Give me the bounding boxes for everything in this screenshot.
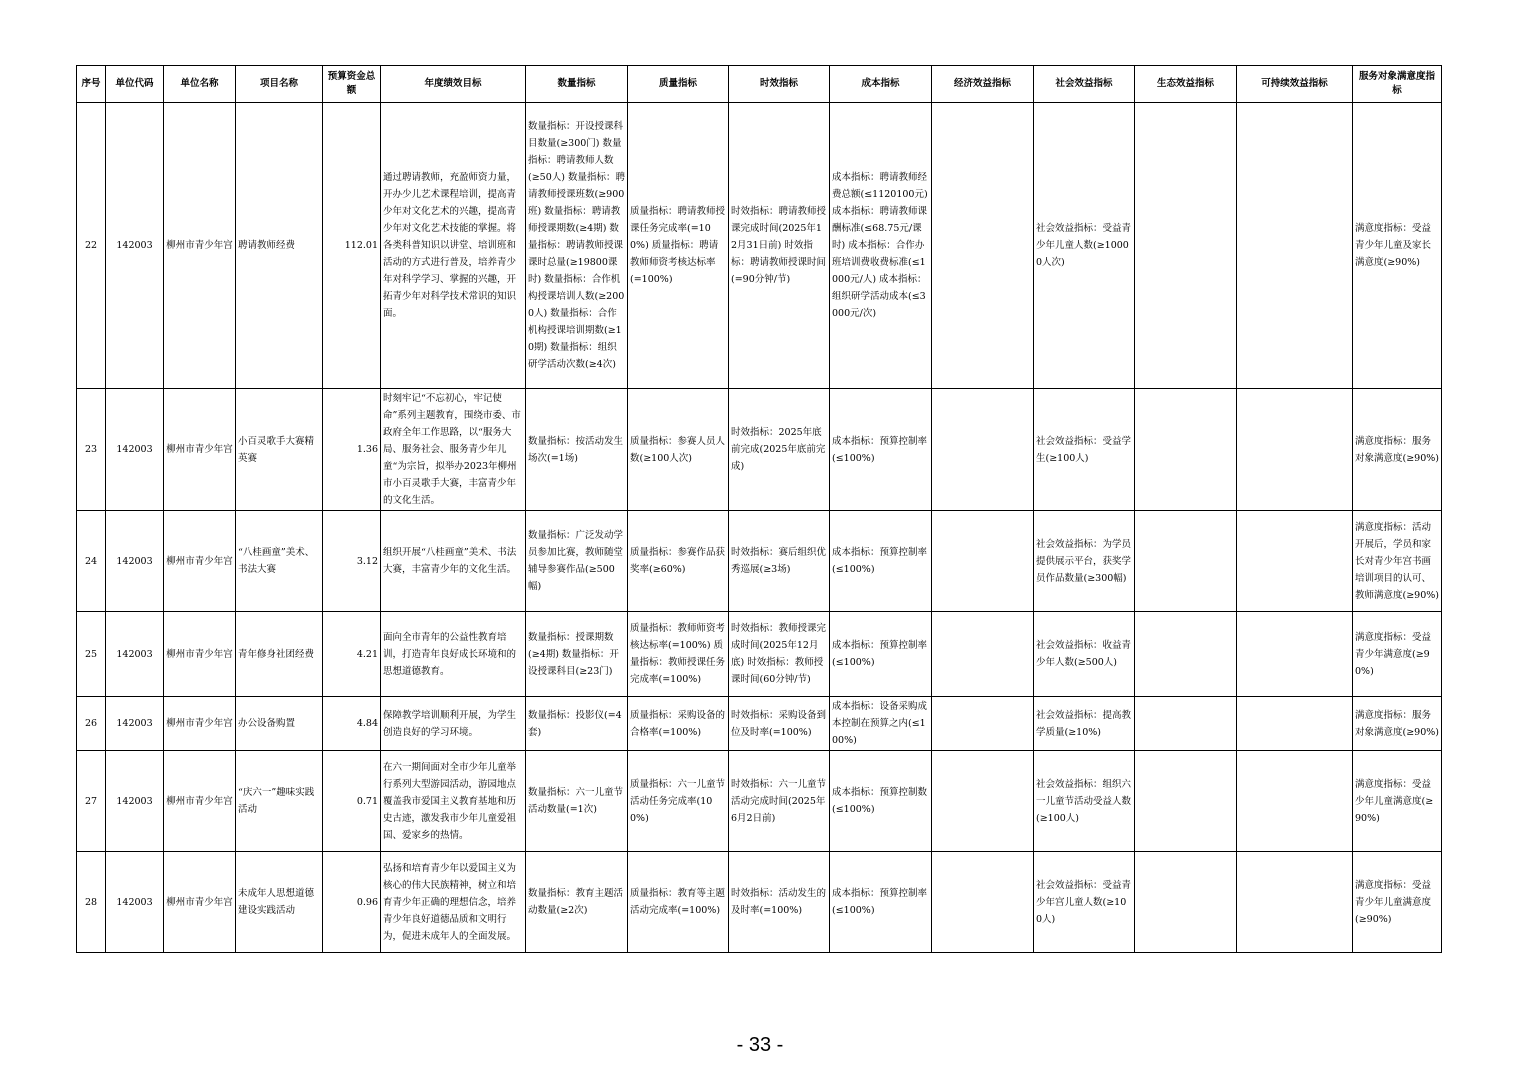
budget-amount: 0.96 xyxy=(323,852,381,953)
economic-indicator xyxy=(932,389,1034,511)
unit-code: 142003 xyxy=(106,852,164,953)
cost-indicator: 成本指标：预算控制率(≤100%) xyxy=(830,389,932,511)
social-indicator: 社会效益指标：为学员提供展示平台，获奖学员作品数量(≥300幅) xyxy=(1034,511,1135,612)
annual-goal: 保障教学培训顺利开展，为学生创造良好的学习环境。 xyxy=(381,697,526,751)
satisfaction-indicator: 满意度指标：服务对象满意度(≥90%) xyxy=(1353,389,1442,511)
satisfaction-indicator: 满意度指标：受益青少年满意度(≥90%) xyxy=(1353,612,1442,697)
project-name: 办公设备购置 xyxy=(236,697,323,751)
header-cell: 单位名称 xyxy=(164,66,236,103)
unit-name: 柳州市青少年宫 xyxy=(164,852,236,953)
budget-amount: 4.84 xyxy=(323,697,381,751)
timeliness-indicator: 时效指标：赛后组织优秀巡展(≥3场) xyxy=(729,511,830,612)
header-cell: 项目名称 xyxy=(236,66,323,103)
header-cell: 成本指标 xyxy=(830,66,932,103)
economic-indicator xyxy=(932,103,1034,389)
economic-indicator xyxy=(932,852,1034,953)
annual-goal: 时刻牢记“不忘初心，牢记使命”系列主题教育，围绕市委、市政府全年工作思路，以“服务大局、服务社会、服务青少年儿童“为宗旨，拟举办2023年柳州市小百灵歌手大赛，丰富青少年的文化生活。 xyxy=(381,389,526,511)
unit-code: 142003 xyxy=(106,389,164,511)
unit-code: 142003 xyxy=(106,697,164,751)
header-cell: 社会效益指标 xyxy=(1034,66,1135,103)
unit-code: 142003 xyxy=(106,511,164,612)
social-indicator: 社会效益指标：受益青少年儿童人数(≥10000人次) xyxy=(1034,103,1135,389)
sustainable-indicator xyxy=(1237,389,1353,511)
quantity-indicator: 数量指标：授课期数(≥4期) 数量指标：开设授课科目(≥23门) xyxy=(526,612,628,697)
unit-name: 柳州市青少年宫 xyxy=(164,697,236,751)
annual-goal: 组织开展“八桂画童”美术、书法大赛，丰富青少年的文化生活。 xyxy=(381,511,526,612)
header-row xyxy=(77,66,1442,103)
header-cell: 质量指标 xyxy=(628,66,729,103)
project-name: 未成年人思想道德建设实践活动 xyxy=(236,852,323,953)
budget-amount: 112.01 xyxy=(323,103,381,389)
unit-code: 142003 xyxy=(106,103,164,389)
satisfaction-indicator: 满意度指标：受益青少年儿童及家长满意度(≥90%) xyxy=(1353,103,1442,389)
annual-goal: 在六一期间面对全市少年儿童举行系列大型游园活动，游园地点覆盖我市爱国主义教育基地和历史古迹，激发我市少年儿童爱祖国、爱家乡的热情。 xyxy=(381,751,526,852)
table-row xyxy=(77,751,1442,852)
satisfaction-indicator: 满意度指标：活动开展后，学员和家长对青少年宫书画培训项目的认可、教师满意度(≥90%) xyxy=(1353,511,1442,612)
cost-indicator: 成本指标：聘请教师经费总额(≤1120100元) 成本指标：聘请教师课酬标准(≤68.75元/课时) 成本指标：合作办班培训费收费标准(≤1000元/人) 成本指标：组织研学活动成本(≤3000元/次) xyxy=(830,103,932,389)
quality-indicator: 质量指标：参赛作品获奖率(≥60%) xyxy=(628,511,729,612)
unit-name: 柳州市青少年宫 xyxy=(164,751,236,852)
cost-indicator: 成本指标：设备采购成本控制在预算之内(≤100%) xyxy=(830,697,932,751)
social-indicator: 社会效益指标：组织六一儿童节活动受益人数(≥100人) xyxy=(1034,751,1135,852)
social-indicator: 社会效益指标：受益青少年宫儿童人数(≥100人) xyxy=(1034,852,1135,953)
quantity-indicator: 数量指标：按活动发生场次(=1场) xyxy=(526,389,628,511)
quality-indicator: 质量指标：六一儿童节活动任务完成率(100%) xyxy=(628,751,729,852)
economic-indicator xyxy=(932,697,1034,751)
sustainable-indicator xyxy=(1237,612,1353,697)
row-number: 26 xyxy=(77,697,106,751)
quality-indicator: 质量指标：参赛人员人数(≥100人次) xyxy=(628,389,729,511)
table-row xyxy=(77,389,1442,511)
table-row xyxy=(77,697,1442,751)
header-cell: 经济效益指标 xyxy=(932,66,1034,103)
economic-indicator xyxy=(932,511,1034,612)
unit-name: 柳州市青少年宫 xyxy=(164,612,236,697)
row-number: 25 xyxy=(77,612,106,697)
sustainable-indicator xyxy=(1237,697,1353,751)
quality-indicator: 质量指标：教师师资考核达标率(=100%) 质量指标：教师授课任务完成率(=100%) xyxy=(628,612,729,697)
satisfaction-indicator: 满意度指标：服务对象满意度(≥90%) xyxy=(1353,697,1442,751)
social-indicator: 社会效益指标：受益学生(≥100人) xyxy=(1034,389,1135,511)
timeliness-indicator: 时效指标：聘请教师授课完成时间(2025年12月31日前) 时效指标：聘请教师授课时间(=90分钟/节) xyxy=(729,103,830,389)
project-name: 聘请教师经费 xyxy=(236,103,323,389)
economic-indicator xyxy=(932,751,1034,852)
ecological-indicator xyxy=(1135,852,1237,953)
unit-code: 142003 xyxy=(106,751,164,852)
row-number: 24 xyxy=(77,511,106,612)
satisfaction-indicator: 满意度指标：受益青少年儿童满意度(≥90%) xyxy=(1353,852,1442,953)
row-number: 23 xyxy=(77,389,106,511)
header-cell: 服务对象满意度指标 xyxy=(1353,66,1442,103)
table-row xyxy=(77,103,1442,389)
economic-indicator xyxy=(932,612,1034,697)
quantity-indicator: 数量指标：六一儿童节活动数量(=1次) xyxy=(526,751,628,852)
cost-indicator: 成本指标：预算控制率(≤100%) xyxy=(830,511,932,612)
quality-indicator: 质量指标：采购设备的合格率(=100%) xyxy=(628,697,729,751)
budget-amount: 0.71 xyxy=(323,751,381,852)
sustainable-indicator xyxy=(1237,751,1353,852)
row-number: 22 xyxy=(77,103,106,389)
annual-goal: 面向全市青年的公益性教育培训，打造青年良好成长环境和的思想道德教育。 xyxy=(381,612,526,697)
quality-indicator: 质量指标：聘请教师授课任务完成率(=100%) 质量指标：聘请教师师资考核达标率(=100%) xyxy=(628,103,729,389)
unit-name: 柳州市青少年宫 xyxy=(164,511,236,612)
unit-name: 柳州市青少年宫 xyxy=(164,103,236,389)
budget-amount: 4.21 xyxy=(323,612,381,697)
budget-amount: 3.12 xyxy=(323,511,381,612)
header-cell: 预算资金总额 xyxy=(323,66,381,103)
ecological-indicator xyxy=(1135,511,1237,612)
timeliness-indicator: 时效指标：2025年底前完成(2025年底前完成) xyxy=(729,389,830,511)
row-number: 28 xyxy=(77,852,106,953)
page-number: - 33 - xyxy=(736,1034,784,1056)
header-cell: 时效指标 xyxy=(729,66,830,103)
quality-indicator: 质量指标：教育等主题活动完成率(=100%) xyxy=(628,852,729,953)
header-cell: 生态效益指标 xyxy=(1135,66,1237,103)
satisfaction-indicator: 满意度指标：受益少年儿童满意度(≥90%) xyxy=(1353,751,1442,852)
budget-amount: 1.36 xyxy=(323,389,381,511)
ecological-indicator xyxy=(1135,697,1237,751)
timeliness-indicator: 时效指标：六一儿童节活动完成时间(2025年6月2日前) xyxy=(729,751,830,852)
timeliness-indicator: 时效指标：采购设备到位及时率(=100%) xyxy=(729,697,830,751)
row-number: 27 xyxy=(77,751,106,852)
header-cell: 序号 xyxy=(77,66,106,103)
quantity-indicator: 数量指标：教育主题活动数量(≥2次) xyxy=(526,852,628,953)
timeliness-indicator: 时效指标：活动发生的及时率(=100%) xyxy=(729,852,830,953)
quantity-indicator: 数量指标：广泛发动学员参加比赛，教师随堂辅导参赛作品(≥500幅) xyxy=(526,511,628,612)
header-cell: 单位代码 xyxy=(106,66,164,103)
cost-indicator: 成本指标：预算控制率(≤100%) xyxy=(830,612,932,697)
cost-indicator: 成本指标：预算控制率(≤100%) xyxy=(830,852,932,953)
ecological-indicator xyxy=(1135,389,1237,511)
sustainable-indicator xyxy=(1237,511,1353,612)
social-indicator: 社会效益指标：收益青少年人数(≥500人) xyxy=(1034,612,1135,697)
performance-table xyxy=(76,65,1442,953)
header-cell: 年度绩效目标 xyxy=(381,66,526,103)
quantity-indicator: 数量指标：投影仪(=4套) xyxy=(526,697,628,751)
ecological-indicator xyxy=(1135,612,1237,697)
unit-name: 柳州市青少年宫 xyxy=(164,389,236,511)
ecological-indicator xyxy=(1135,751,1237,852)
table-row xyxy=(77,511,1442,612)
ecological-indicator xyxy=(1135,103,1237,389)
project-name: 小百灵歌手大赛精英赛 xyxy=(236,389,323,511)
sustainable-indicator xyxy=(1237,103,1353,389)
table-row xyxy=(77,852,1442,953)
sustainable-indicator xyxy=(1237,852,1353,953)
project-name: “庆六一”趣味实践活动 xyxy=(236,751,323,852)
table-row xyxy=(77,612,1442,697)
header-cell: 可持续效益指标 xyxy=(1237,66,1353,103)
project-name: 青年修身社团经费 xyxy=(236,612,323,697)
annual-goal: 通过聘请教师，充盈师资力量，开办少儿艺术课程培训，提高青少年对文化艺术的兴趣，提高青少年对文化艺术技能的掌握。将各类科普知识以讲堂、培训班和活动的方式进行普及，培养青少年对科学学习、掌握的兴趣，开拓青少年对科学技术常识的知识面。 xyxy=(381,103,526,389)
header-cell: 数量指标 xyxy=(526,66,628,103)
cost-indicator: 成本指标：预算控制数(≤100%) xyxy=(830,751,932,852)
annual-goal: 弘扬和培育青少年以爱国主义为核心的伟大民族精神，树立和培育青少年正确的理想信念，培养青少年良好道德品质和文明行为，促进未成年人的全面发展。 xyxy=(381,852,526,953)
timeliness-indicator: 时效指标：教师授课完成时间(2025年12月底) 时效指标：教师授课时间(60分钟/节) xyxy=(729,612,830,697)
unit-code: 142003 xyxy=(106,612,164,697)
quantity-indicator: 数量指标：开设授课科目数量(≥300门) 数量指标：聘请教师人数(≥50人) 数量指标：聘请教师授课班数(≥900班) 数量指标：聘请教师授课期数(≥4期) 数量指标：聘请教师授课课时总量(≥19800课时) 数量指标：合作机构授课培训人数(≥2000人) 数量指标：合作机构授课培训期数(≥10期) 数量指标：组织研学活动次数(≥4次) xyxy=(526,103,628,389)
project-name: “八桂画童”美术、书法大赛 xyxy=(236,511,323,612)
social-indicator: 社会效益指标：提高教学质量(≥10%) xyxy=(1034,697,1135,751)
